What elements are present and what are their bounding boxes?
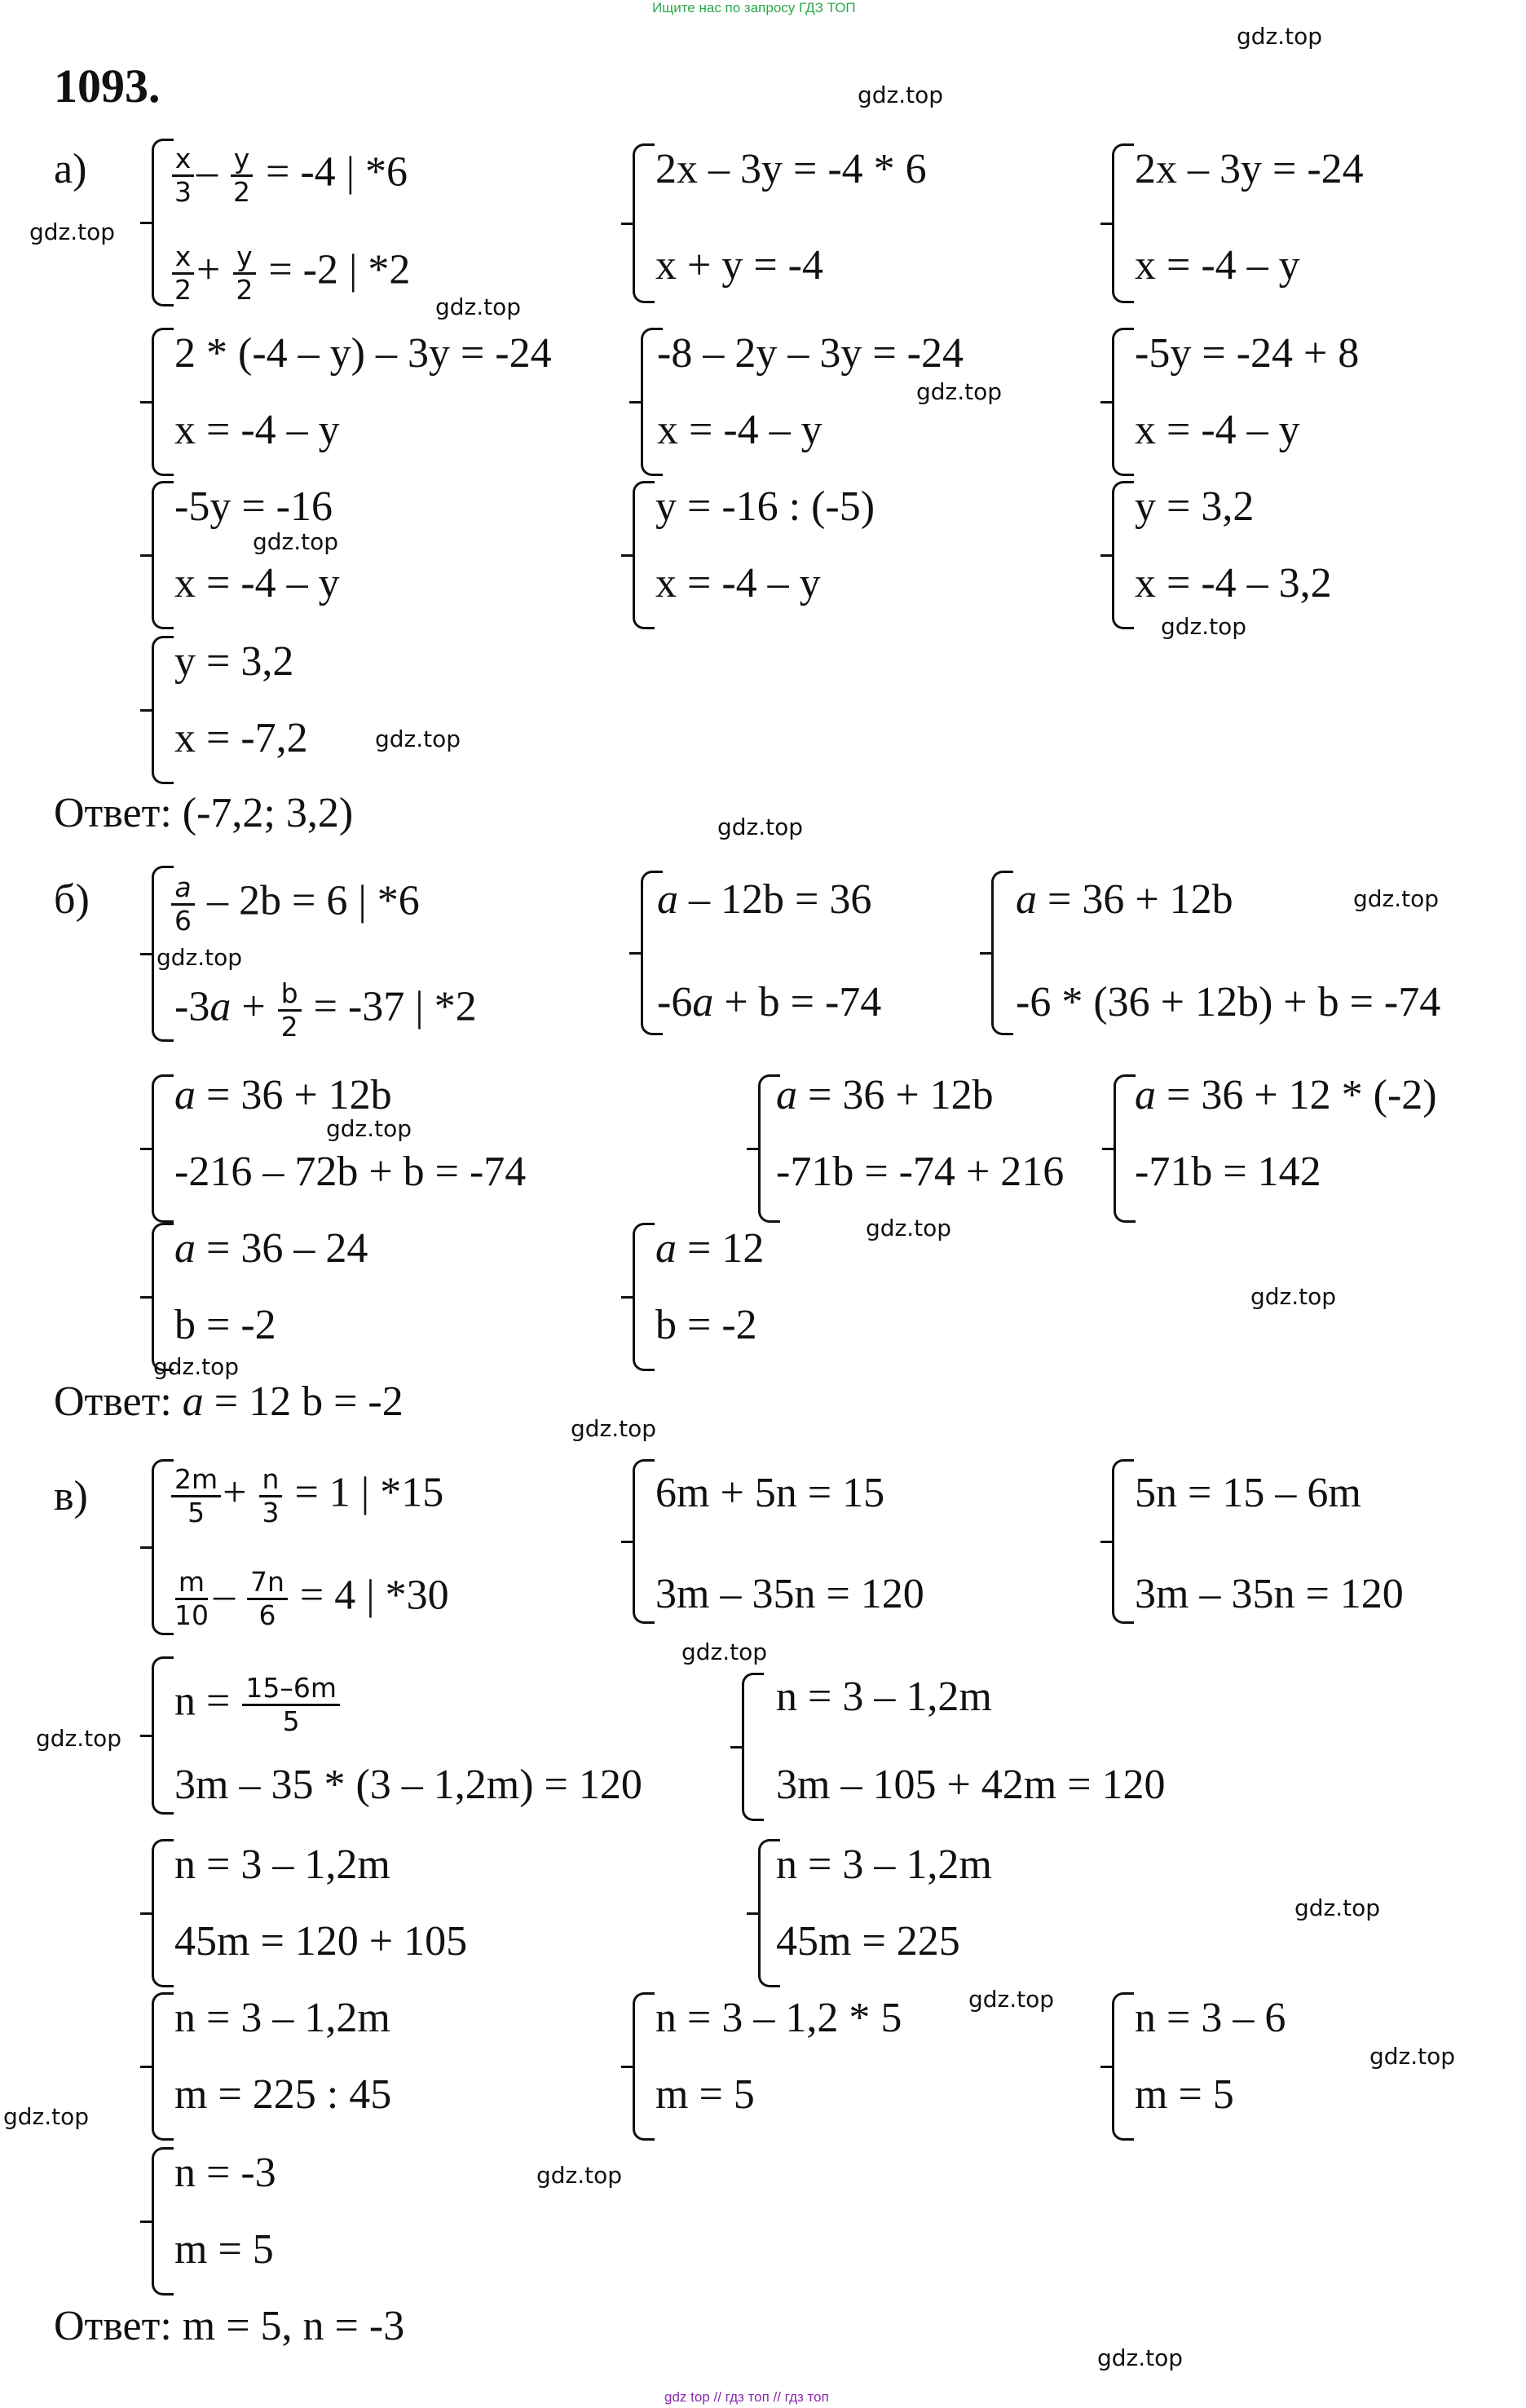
watermark: gdz.top bbox=[571, 1415, 657, 1442]
equation-line: $\frac{x}{3}$ – $\frac{y}{2}$ = -4 | *6 bbox=[170, 143, 408, 208]
system-brace bbox=[152, 1992, 174, 2141]
system-brace bbox=[152, 1656, 174, 1815]
equation-line: -5y = -16 bbox=[174, 483, 333, 530]
equation-line: a = 36 + 12b bbox=[1016, 876, 1233, 923]
watermark: gdz.top bbox=[866, 1215, 952, 1241]
equation-line: -71b = 142 bbox=[1135, 1149, 1321, 1195]
equation-line: m = 5 bbox=[174, 2226, 274, 2273]
equation-line: x = -7,2 bbox=[174, 715, 308, 761]
equation-line: 2x – 3y = -4 * 6 bbox=[655, 146, 927, 192]
equation-line: -6a + b = -74 bbox=[657, 979, 882, 1025]
equation-line: n = 3 – 1,2m bbox=[174, 1995, 390, 2041]
equation-line: 5n = 15 – 6m bbox=[1135, 1470, 1361, 1516]
equation-line: b = -2 bbox=[655, 1302, 757, 1348]
answer-v: Ответ: m = 5, n = -3 bbox=[54, 2303, 405, 2349]
answer-a: Ответ: (-7,2; 3,2) bbox=[54, 790, 354, 836]
equation-line: x + y = -4 bbox=[655, 242, 823, 289]
equation-line: x = -4 – y bbox=[657, 407, 823, 453]
footer-note: gdz top // гдз топ // гдз топ bbox=[664, 2389, 829, 2405]
equation-line: y = 3,2 bbox=[1135, 483, 1255, 530]
watermark: gdz.top bbox=[1369, 2043, 1456, 2070]
equation-line: x = -4 – 3,2 bbox=[1135, 560, 1332, 606]
system-brace bbox=[1112, 143, 1134, 303]
system-brace bbox=[152, 481, 174, 629]
equation-line: -3a + $\frac{b}{2}$ = -37 | *2 bbox=[174, 977, 477, 1043]
equation-line: y = -16 : (-5) bbox=[655, 483, 875, 530]
equation-line: x = -4 – y bbox=[1135, 407, 1300, 453]
system-brace bbox=[152, 328, 174, 476]
system-brace bbox=[1112, 328, 1134, 476]
watermark: gdz.top bbox=[1250, 1283, 1337, 1310]
system-brace bbox=[152, 2147, 174, 2296]
system-brace bbox=[1112, 1992, 1134, 2141]
equation-line: n = $\frac{15-6m}{5}$ bbox=[174, 1673, 342, 1737]
system-brace bbox=[152, 1839, 174, 1987]
equation-line: $\frac{a}{6}$ – 2b = 6 | *6 bbox=[170, 872, 420, 937]
watermark: gdz.top bbox=[253, 528, 339, 555]
equation-line: x = -4 – y bbox=[655, 560, 821, 606]
system-brace bbox=[152, 1074, 174, 1223]
watermark: gdz.top bbox=[968, 1986, 1055, 2013]
equation-line: 3m – 35 * (3 – 1,2m) = 120 bbox=[174, 1762, 642, 1808]
watermark: gdz.top bbox=[681, 1638, 768, 1665]
equation-line: y = 3,2 bbox=[174, 638, 294, 685]
system-brace bbox=[742, 1673, 764, 1821]
watermark: gdz.top bbox=[153, 1353, 240, 1380]
equation-line: a = 36 + 12b bbox=[776, 1072, 994, 1118]
equation-line: 2 * (-4 – y) – 3y = -24 bbox=[174, 330, 552, 377]
equation-line: -216 – 72b + b = -74 bbox=[174, 1149, 527, 1195]
watermark: gdz.top bbox=[717, 814, 804, 840]
watermark: gdz.top bbox=[157, 944, 243, 971]
system-brace bbox=[152, 636, 174, 784]
system-brace bbox=[1112, 1459, 1134, 1624]
equation-line: -6 * (36 + 12b) + b = -74 bbox=[1016, 979, 1441, 1025]
equation-line: a = 36 + 12 * (-2) bbox=[1135, 1072, 1437, 1118]
system-brace bbox=[633, 481, 655, 629]
equation-line: $\frac{x}{2}$ + $\frac{y}{2}$ = -2 | *2 bbox=[170, 241, 410, 306]
equation-line: n = 3 – 1,2m bbox=[174, 1841, 390, 1888]
watermark: gdz.top bbox=[1353, 885, 1440, 912]
equation-line: b = -2 bbox=[174, 1302, 276, 1348]
equation-line: n = 3 – 1,2 * 5 bbox=[655, 1995, 902, 2041]
equation-line: m = 5 bbox=[1135, 2071, 1234, 2118]
system-brace bbox=[633, 1992, 655, 2141]
system-brace bbox=[1112, 481, 1134, 629]
equation-line: x = -4 – y bbox=[174, 560, 340, 606]
equation-line: 3m – 105 + 42m = 120 bbox=[776, 1762, 1166, 1808]
system-brace bbox=[991, 871, 1013, 1035]
equation-line: 2x – 3y = -24 bbox=[1135, 146, 1364, 192]
equation-line: 3m – 35n = 120 bbox=[655, 1571, 924, 1617]
equation-line: a – 12b = 36 bbox=[657, 876, 872, 923]
answer-b: Ответ: a = 12 b = -2 bbox=[54, 1378, 404, 1425]
equation-line: m = 225 : 45 bbox=[174, 2071, 392, 2118]
watermark: gdz.top bbox=[916, 378, 1003, 405]
equation-line: 45m = 120 + 105 bbox=[174, 1918, 468, 1965]
equation-line: n = 3 – 6 bbox=[1135, 1995, 1286, 2041]
problem-number: 1093. bbox=[54, 60, 161, 112]
watermark: gdz.top bbox=[29, 218, 116, 245]
part-label: в) bbox=[54, 1473, 88, 1519]
equation-line: -8 – 2y – 3y = -24 bbox=[657, 330, 964, 377]
equation-line: n = 3 – 1,2m bbox=[776, 1841, 992, 1888]
equation-line: -5y = -24 + 8 bbox=[1135, 330, 1360, 377]
equation-line: n = -3 bbox=[174, 2150, 276, 2196]
equation-line: a = 36 – 24 bbox=[174, 1225, 368, 1272]
system-brace bbox=[633, 143, 655, 303]
equation-line: a = 12 bbox=[655, 1225, 765, 1272]
equation-line: 6m + 5n = 15 bbox=[655, 1470, 885, 1516]
system-brace bbox=[152, 1223, 174, 1371]
watermark: gdz.top bbox=[435, 293, 522, 320]
equation-line: 3m – 35n = 120 bbox=[1135, 1571, 1404, 1617]
watermark: gdz.top bbox=[1237, 23, 1323, 50]
watermark: gdz.top bbox=[375, 725, 461, 752]
equation-line: $\frac{2m}{5}$ + $\frac{n}{3}$ = 1 | *15 bbox=[170, 1464, 443, 1528]
equation-line: n = 3 – 1,2m bbox=[776, 1674, 992, 1720]
equation-line: m = 5 bbox=[655, 2071, 755, 2118]
watermark: gdz.top bbox=[536, 2162, 623, 2189]
equation-line: 45m = 225 bbox=[776, 1918, 960, 1965]
watermark: gdz.top bbox=[858, 82, 944, 108]
system-brace bbox=[1114, 1074, 1136, 1223]
watermark: gdz.top bbox=[36, 1725, 122, 1752]
watermark: gdz.top bbox=[3, 2103, 90, 2130]
system-brace bbox=[633, 1459, 655, 1624]
part-label: б) bbox=[54, 876, 90, 923]
equation-line: a = 36 + 12b bbox=[174, 1072, 392, 1118]
part-label: а) bbox=[54, 146, 87, 192]
equation-line: x = -4 – y bbox=[1135, 242, 1300, 289]
system-brace bbox=[633, 1223, 655, 1371]
watermark: gdz.top bbox=[1294, 1894, 1381, 1921]
watermark: gdz.top bbox=[326, 1115, 412, 1142]
equation-line: $\frac{m}{10}$ – $\frac{7n}{6}$ = 4 | *30 bbox=[174, 1566, 449, 1631]
search-hint: Ищите нас по запросу ГДЗ ТОП bbox=[652, 0, 856, 15]
equation-line: x = -4 – y bbox=[174, 407, 340, 453]
equation-line: -71b = -74 + 216 bbox=[776, 1149, 1065, 1195]
watermark: gdz.top bbox=[1161, 613, 1247, 640]
watermark: gdz.top bbox=[1097, 2344, 1184, 2371]
